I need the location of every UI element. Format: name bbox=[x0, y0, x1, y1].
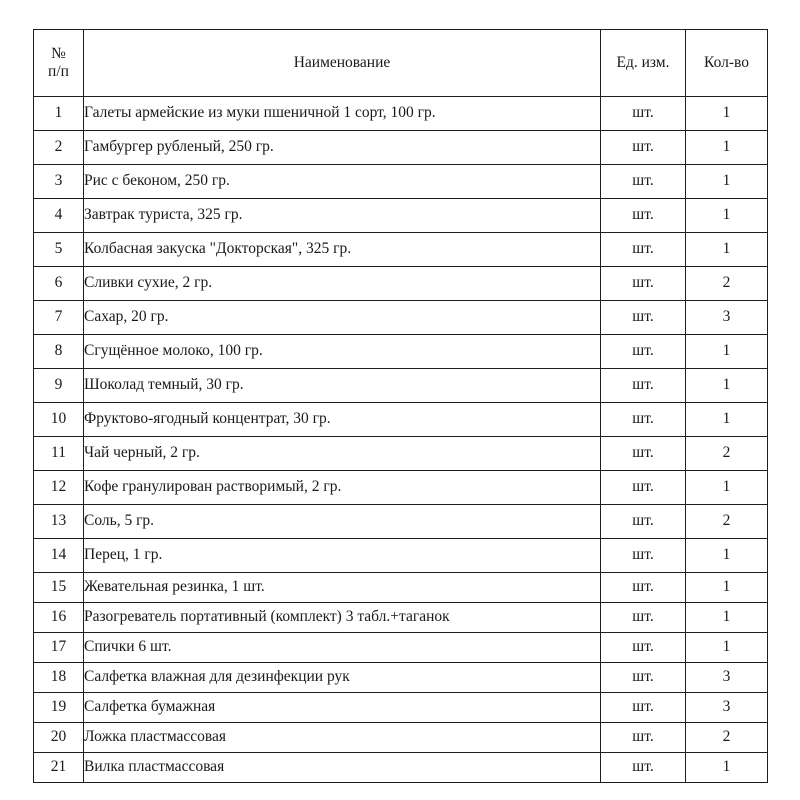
unit-cell: шт. bbox=[601, 633, 686, 663]
item-name-cell: Спички 6 шт. bbox=[84, 633, 601, 663]
row-number-cell: 13 bbox=[34, 505, 84, 539]
quantity-cell: 1 bbox=[686, 199, 768, 233]
table-row bbox=[34, 199, 768, 233]
quantity-cell: 1 bbox=[686, 233, 768, 267]
table-row bbox=[34, 165, 768, 199]
unit-cell: шт. bbox=[601, 471, 686, 505]
item-name-cell: Чай черный, 2 гр. bbox=[84, 437, 601, 471]
quantity-cell: 1 bbox=[686, 403, 768, 437]
unit-cell: шт. bbox=[601, 437, 686, 471]
column-header-name: Наименование bbox=[84, 30, 601, 97]
item-name-cell: Жевательная резинка, 1 шт. bbox=[84, 573, 601, 603]
row-number-cell: 6 bbox=[34, 267, 84, 301]
table-row bbox=[34, 97, 768, 131]
table-body bbox=[34, 97, 768, 783]
item-name-cell: Салфетка влажная для дезинфекции рук bbox=[84, 663, 601, 693]
row-number-cell: 1 bbox=[34, 97, 84, 131]
table-row bbox=[34, 233, 768, 267]
table-row bbox=[34, 663, 768, 693]
row-number-cell: 15 bbox=[34, 573, 84, 603]
table-row bbox=[34, 369, 768, 403]
unit-cell: шт. bbox=[601, 233, 686, 267]
table-row bbox=[34, 335, 768, 369]
quantity-cell: 1 bbox=[686, 165, 768, 199]
unit-cell: шт. bbox=[601, 663, 686, 693]
table-row bbox=[34, 437, 768, 471]
column-header-number-line1: № bbox=[51, 44, 66, 62]
item-name-cell: Завтрак туриста, 325 гр. bbox=[84, 199, 601, 233]
row-number-cell: 10 bbox=[34, 403, 84, 437]
row-number-cell: 12 bbox=[34, 471, 84, 505]
table-row bbox=[34, 633, 768, 663]
unit-cell: шт. bbox=[601, 505, 686, 539]
item-name-cell: Рис с беконом, 250 гр. bbox=[84, 165, 601, 199]
row-number-cell: 8 bbox=[34, 335, 84, 369]
item-name-cell: Разогреватель портативный (комплект) 3 табл.+таганок bbox=[84, 603, 601, 633]
table-header bbox=[34, 30, 768, 97]
item-name-cell: Салфетка бумажная bbox=[84, 693, 601, 723]
quantity-cell: 1 bbox=[686, 335, 768, 369]
unit-cell: шт. bbox=[601, 753, 686, 783]
unit-cell: шт. bbox=[601, 693, 686, 723]
unit-cell: шт. bbox=[601, 573, 686, 603]
quantity-cell: 1 bbox=[686, 573, 768, 603]
row-number-cell: 17 bbox=[34, 633, 84, 663]
table-row bbox=[34, 723, 768, 753]
row-number-cell: 14 bbox=[34, 539, 84, 573]
unit-cell: шт. bbox=[601, 723, 686, 753]
row-number-cell: 18 bbox=[34, 663, 84, 693]
quantity-cell: 3 bbox=[686, 663, 768, 693]
table-header-row bbox=[34, 30, 768, 97]
row-number-cell: 3 bbox=[34, 165, 84, 199]
unit-cell: шт. bbox=[601, 335, 686, 369]
table-row bbox=[34, 131, 768, 165]
quantity-cell: 3 bbox=[686, 301, 768, 335]
row-number-cell: 2 bbox=[34, 131, 84, 165]
item-name-cell: Фруктово-ягодный концентрат, 30 гр. bbox=[84, 403, 601, 437]
item-name-cell: Перец, 1 гр. bbox=[84, 539, 601, 573]
unit-cell: шт. bbox=[601, 165, 686, 199]
quantity-cell: 2 bbox=[686, 505, 768, 539]
unit-cell: шт. bbox=[601, 267, 686, 301]
column-header-unit: Ед. изм. bbox=[601, 30, 686, 97]
table-row bbox=[34, 539, 768, 573]
unit-cell: шт. bbox=[601, 199, 686, 233]
item-name-cell: Шоколад темный, 30 гр. bbox=[84, 369, 601, 403]
item-name-cell: Сгущённое молоко, 100 гр. bbox=[84, 335, 601, 369]
row-number-cell: 4 bbox=[34, 199, 84, 233]
quantity-cell: 1 bbox=[686, 753, 768, 783]
row-number-cell: 5 bbox=[34, 233, 84, 267]
item-name-cell: Ложка пластмассовая bbox=[84, 723, 601, 753]
table-row bbox=[34, 753, 768, 783]
quantity-cell: 2 bbox=[686, 437, 768, 471]
unit-cell: шт. bbox=[601, 603, 686, 633]
item-name-cell: Галеты армейские из муки пшеничной 1 сорт, 100 гр. bbox=[84, 97, 601, 131]
item-name-cell: Сливки сухие, 2 гр. bbox=[84, 267, 601, 301]
item-name-cell: Кофе гранулирован растворимый, 2 гр. bbox=[84, 471, 601, 505]
unit-cell: шт. bbox=[601, 97, 686, 131]
row-number-cell: 11 bbox=[34, 437, 84, 471]
column-header-number bbox=[34, 30, 84, 97]
table-row bbox=[34, 693, 768, 723]
table-row bbox=[34, 603, 768, 633]
quantity-cell: 1 bbox=[686, 369, 768, 403]
quantity-cell: 3 bbox=[686, 693, 768, 723]
column-header-number-line2: п/п bbox=[48, 63, 69, 80]
table-row bbox=[34, 573, 768, 603]
item-name-cell: Колбасная закуска "Докторская", 325 гр. bbox=[84, 233, 601, 267]
inventory-table bbox=[33, 29, 768, 783]
unit-cell: шт. bbox=[601, 403, 686, 437]
table-row bbox=[34, 403, 768, 437]
row-number-cell: 9 bbox=[34, 369, 84, 403]
table-row bbox=[34, 301, 768, 335]
table-row bbox=[34, 267, 768, 301]
quantity-cell: 1 bbox=[686, 539, 768, 573]
item-name-cell: Гамбургер рубленый, 250 гр. bbox=[84, 131, 601, 165]
unit-cell: шт. bbox=[601, 301, 686, 335]
quantity-cell: 2 bbox=[686, 267, 768, 301]
table-row bbox=[34, 471, 768, 505]
unit-cell: шт. bbox=[601, 131, 686, 165]
item-name-cell: Вилка пластмассовая bbox=[84, 753, 601, 783]
unit-cell: шт. bbox=[601, 539, 686, 573]
row-number-cell: 16 bbox=[34, 603, 84, 633]
quantity-cell: 1 bbox=[686, 633, 768, 663]
row-number-cell: 21 bbox=[34, 753, 84, 783]
row-number-cell: 7 bbox=[34, 301, 84, 335]
row-number-cell: 20 bbox=[34, 723, 84, 753]
column-header-quantity: Кол-во bbox=[686, 30, 768, 97]
quantity-cell: 1 bbox=[686, 603, 768, 633]
item-name-cell: Соль, 5 гр. bbox=[84, 505, 601, 539]
quantity-cell: 1 bbox=[686, 471, 768, 505]
item-name-cell: Сахар, 20 гр. bbox=[84, 301, 601, 335]
table-row bbox=[34, 505, 768, 539]
quantity-cell: 1 bbox=[686, 97, 768, 131]
row-number-cell: 19 bbox=[34, 693, 84, 723]
quantity-cell: 2 bbox=[686, 723, 768, 753]
quantity-cell: 1 bbox=[686, 131, 768, 165]
unit-cell: шт. bbox=[601, 369, 686, 403]
